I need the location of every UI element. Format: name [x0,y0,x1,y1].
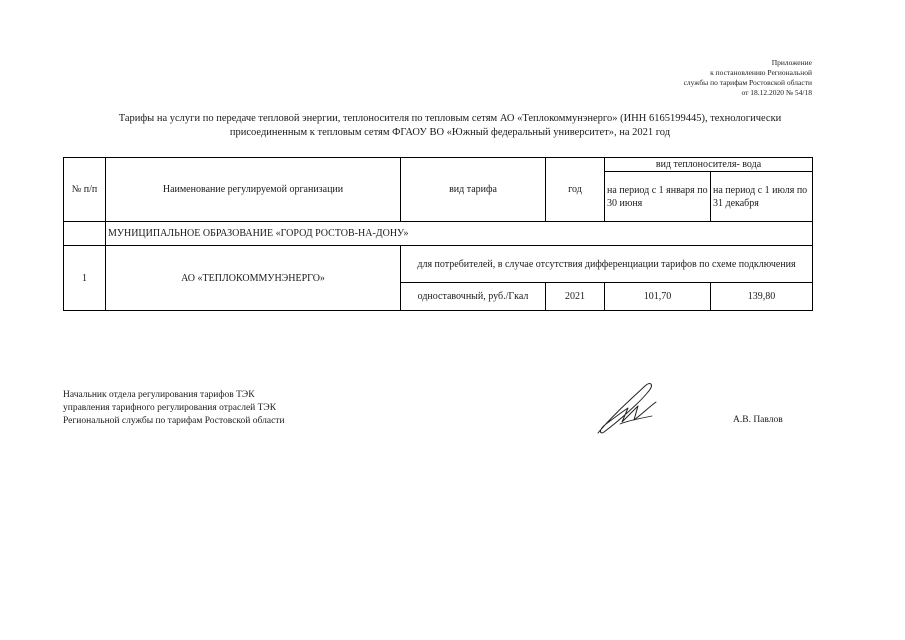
position-line: управления тарифного регулирования отраслей ТЭК [63,403,277,413]
header-tariff-type: вид тарифа [401,158,546,222]
row-value-2: 139,80 [711,283,813,311]
row-tariff-type: одноставочный, руб./Гкал [401,283,546,311]
appendix-line: службы по тарифам Ростовской области [683,78,812,87]
position-line: Начальник отдела регулирования тарифов ТЭК [63,390,255,400]
header-year: год [546,158,605,222]
header-num: № п/п [64,158,106,222]
appendix-note [572,58,812,98]
document-title [60,112,840,140]
title-line-2: присоединенным к тепловым сетям ФГАОУ ВО «Южный федеральный университет», на 2021 год [229,127,671,138]
row-num: 1 [64,246,106,311]
header-period-1: на период с 1 января по 30 июня [605,172,711,222]
position-line: Региональной службы по тарифам Ростовской области [63,416,285,426]
signer-position [63,389,285,428]
signer-name: А.В. Павлов [733,415,783,425]
appendix-line: от 18.12.2020 № 54/18 [741,88,812,97]
row-year: 2021 [546,283,605,311]
header-row [64,158,813,172]
row-org: АО «ТЕПЛОКОММУНЭНЕРГО» [106,246,401,311]
appendix-line: Приложение [771,58,812,67]
header-carrier: вид теплоносителя- вода [605,158,813,172]
signature-icon [590,378,670,438]
row-note: для потребителей, в случае отсутствия дифференциации тарифов по схеме подключения [401,246,813,283]
row-value-1: 101,70 [605,283,711,311]
handwritten-signature [590,378,670,443]
tariffs-table [63,157,813,311]
section-row [64,222,813,246]
header-org: Наименование регулируемой организации [106,158,401,222]
table-row [64,246,813,283]
header-period-2: на период с 1 июля по 31 декабря [711,172,813,222]
appendix-line: к постановлению Региональной [710,68,812,77]
title-line-1: Тарифы на услуги по передаче тепловой энергии, теплоносителя по тепловым сетям АО «Теплокоммунэнерго» (ИНН 6165199445), технологически [118,113,782,124]
section-title: МУНИЦИПАЛЬНОЕ ОБРАЗОВАНИЕ «ГОРОД РОСТОВ-НА-ДОНУ» [106,222,813,246]
